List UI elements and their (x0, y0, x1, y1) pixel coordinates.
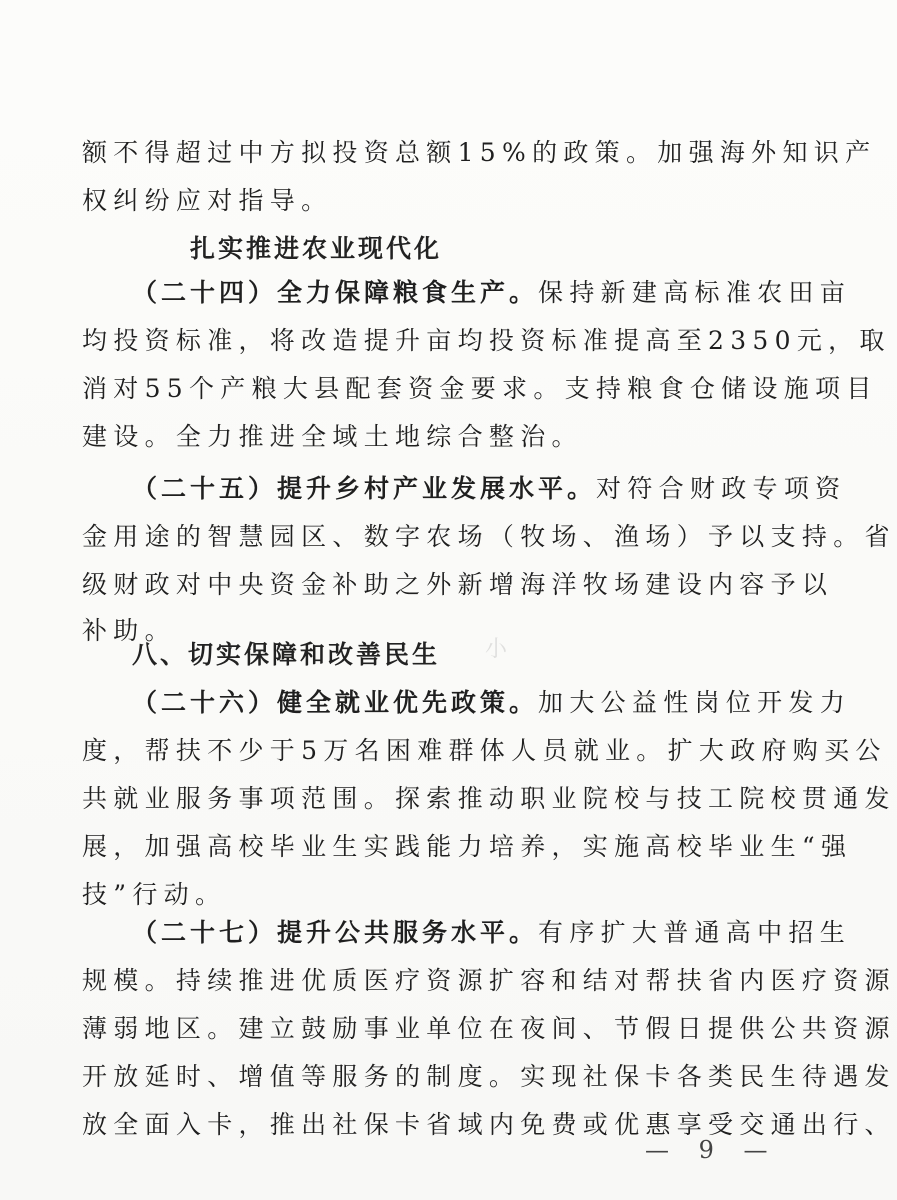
paragraph-text: 加大公益性岗位开发力 (538, 688, 852, 717)
body-line: 建设。全力推进全域土地综合整治。 (82, 422, 583, 451)
subheading-employment: （二十六）健全就业优先政策。 (132, 688, 539, 717)
paragraph-text: 有序扩大普通高中招生 (538, 918, 852, 947)
body-line: 级财政对中央资金补助之外新增海洋牧场建设内容予以 (82, 570, 834, 599)
paragraph-first-line (132, 910, 852, 956)
body-line: 放全面入卡，推出社保卡省域内免费或优惠享受交通出行、 (82, 1110, 896, 1139)
body-line: 共就业服务事项范围。探索推动职业院校与技工院校贯通发 (82, 784, 896, 813)
paragraph-text: 对符合财政专项资 (596, 474, 847, 503)
scan-artifact-mark: 小 (485, 637, 508, 662)
body-line: 开放延时、增值等服务的制度。实现社保卡各类民生待遇发 (82, 1062, 896, 1091)
body-line: 薄弱地区。建立鼓励事业单位在夜间、节假日提供公共资源 (82, 1014, 896, 1043)
page-number: — 9 — (645, 1136, 779, 1164)
paragraph-first-line (132, 466, 847, 512)
section-heading-livelihood: 八、切实保障和改善民生 (132, 640, 441, 669)
body-line: 度，帮扶不少于5万名困难群体人员就业。扩大政府购买公 (82, 736, 887, 765)
body-line: 额不得超过中方拟投资总额15%的政策。加强海外知识产 (82, 138, 877, 167)
body-line: 消对55个产粮大县配套资金要求。支持粮食仓储设施项目 (82, 374, 878, 403)
body-line: 权纠纷应对指导。 (82, 186, 333, 215)
body-line: 金用途的智慧园区、数字农场（牧场、渔场）予以支持。省 (82, 522, 896, 551)
paragraph-text: 保持新建高标准农田亩 (538, 278, 852, 307)
subheading-rural-industry: （二十五）提升乡村产业发展水平。 (132, 474, 597, 503)
subheading-food-production: （二十四）全力保障粮食生产。 (132, 278, 539, 307)
paragraph-first-line (132, 680, 852, 726)
body-line: 技”行动。 (82, 880, 227, 909)
paragraph-first-line (132, 270, 852, 316)
body-line: 均投资标准，将改造提升亩均投资标准提高至2350元，取 (82, 326, 891, 355)
section-heading-agriculture: 扎实推进农业现代化 (190, 234, 443, 263)
subheading-public-services: （二十七）提升公共服务水平。 (132, 918, 539, 947)
body-line: 展，加强高校毕业生实践能力培养，实施高校毕业生“强 (82, 832, 853, 861)
body-line: 规模。持续推进优质医疗资源扩容和结对帮扶省内医疗资源 (82, 966, 896, 995)
body-line: 补助。 (82, 616, 176, 645)
